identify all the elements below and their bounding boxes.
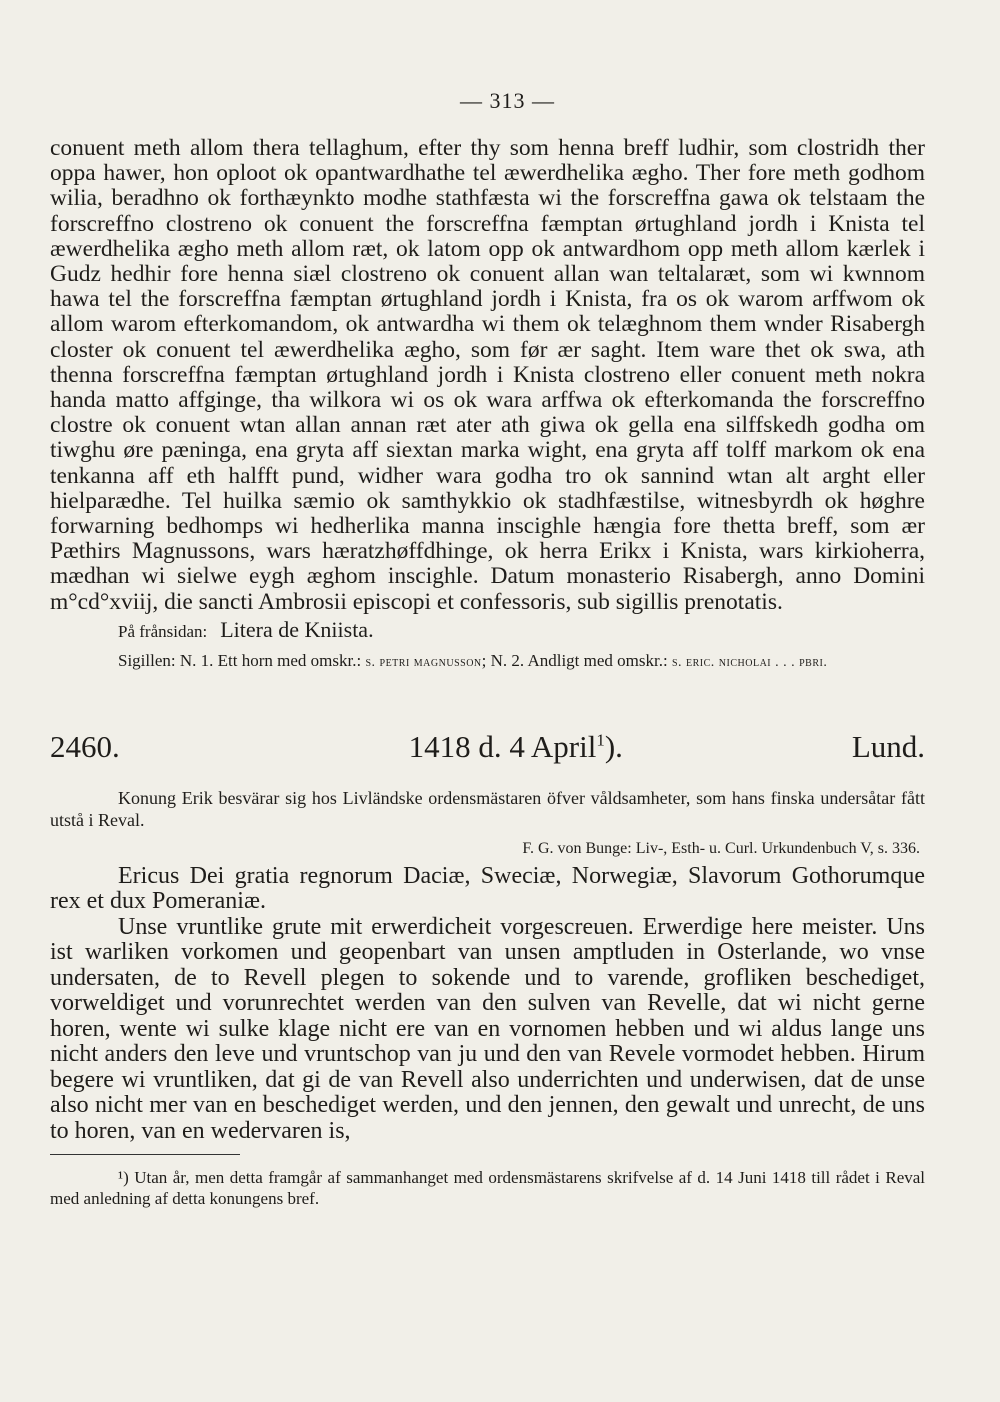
page-number: — 313 —	[460, 88, 555, 113]
seal-1-inscription: s. petri magnusson	[365, 654, 482, 670]
seals-note	[50, 650, 925, 673]
seals-middle: ; N. 2. Andligt med omskr.:	[481, 650, 668, 670]
continuation-paragraph: conuent meth allom thera tellaghum, efter thy som henna breff ludhir, som clostridh ther oppa hawer, hon oploot ok opantwardhathe tel æwerdhelika ægho. Ther fore meth godhom wilia, beradhno ok forthæynkto modhe stathfæsta wi the forscreffna gawa ok telstaam the forscreffno clostreno ok conuent the forscreffna fæmptan ørtughland jordh i Knista tel æwerdhelika ægho meth allom ræt, ok latom opp ok antwardhom opp meth allom kærlek i Gudz hedhir fore henna siæl clostreno ok conuent allan wan teltalaræt, som wi kwnnom hawa tel the forscreffna fæmptan ørtughland jordh i Knista, fra os ok warom arffwom ok allom warom efterkomandom, ok antwardha wi them ok telæghnom them wnder Risabergh closter ok conuent tel æwerdhelika ægho, som før ær saght. Item ware thet ok swa, ath thenna forscreffna fæmptan ørtughland jordh i Knista clostreno eller conuent meth nokra handa matto affginge, tha wilkora wi os ok wara arffwa ok efterkomanda the forscreffno clostre ok conuent wtan allan annan ræt ater ath giwa ok gella ena silffskedh godha om tiwghu øre pæninga, ena gryta aff siextan marka wight, ena gryta aff tolff markom ok ena tenkanna aff eth halfft pund, widher wara godha tro ok sannind wtan alt arght eller hielparædhe. Tel huilka sæmio ok samthykkio ok stadhfæstilse, witnesbyrdh ok høghre forwarning bedhomps wi hedherlika manna inscighle hængia fore thetta breff, som ær Pæthirs Magnussons, wars hæratzhøffdhinge, ok herra Erikx i Knista, wars kirkioherra, mædhan wi sielwe eygh æghom inscighle. Datum monasterio Risabergh, anno Domini m°cd°xviij, die sancti Ambrosii episcopi et confessoris, sub sigillis prenotatis.	[50, 135, 925, 615]
footnote-text: Utan år, men detta framgår af sammanhanget med ordensmästarens skrifvelse af d. 14 Juni 1418 till rådet i Reval med anledning af detta konungens bref.	[50, 1168, 926, 1209]
verso-note-label: På frånsidan:	[118, 621, 208, 641]
footnote-divider	[50, 1154, 240, 1155]
document-number: 2460.	[50, 728, 120, 764]
verso-note-value: Litera de Kniista.	[220, 616, 374, 642]
document-summary: Konung Erik besvärar sig hos Livländske ordensmästaren öfver våldsamheter, som hans finska undersåtar fått utstå i Reval.	[50, 787, 925, 830]
document-heading	[50, 729, 925, 765]
document-date: 1418 d. 4 April$^1$).	[408, 728, 623, 764]
footnote-marker: ¹)	[118, 1168, 129, 1188]
document-body	[50, 864, 925, 1145]
body-paragraph: Unse vruntlike grute mit erwerdicheit vorgescreuen. Erwerdige here meister. Uns ist warliken vorkomen und geopenbart van unsen amptluden in Osterlande, wo vnse undersaten, de to Revell plegen to sokende und to varende, grofliken beschediget, vorweldiget und vorunrechtet werden van den sulven van Revelle, dat wi nicht gerne horen, wente wi sulke klage nicht ere van en vornomen hebben und wi aldus lange uns nicht anders den leve und vruntschop van ju und den van Revele vormodet hebben. Hirum begere wi vruntliken, dat gi de van Revell also underrichten und underwisen, dat de unse also nicht mer van en beschediget werden, und den jennen, den gewalt und unrecht, de uns to horen, van en wedervaren is,	[50, 913, 925, 1144]
footnote-reference: 1	[596, 730, 605, 750]
seals-prefix: Sigillen: N. 1. Ett horn med omskr.:	[118, 650, 362, 670]
verso-note	[50, 617, 925, 644]
document-place: Lund.	[851, 728, 925, 764]
source-citation: F. G. von Bunge: Liv-, Esth- u. Curl. Urkundenbuch V, s. 336.	[522, 839, 920, 857]
seal-2-inscription: s. eric. nicholai . . . pbri.	[671, 654, 828, 670]
body-paragraph: Ericus Dei gratia regnorum Daciæ, Sweciæ, Norwegiæ, Slavorum Gothorumque rex et dux Pomeraniæ.	[50, 862, 925, 915]
footnote	[50, 1167, 925, 1209]
